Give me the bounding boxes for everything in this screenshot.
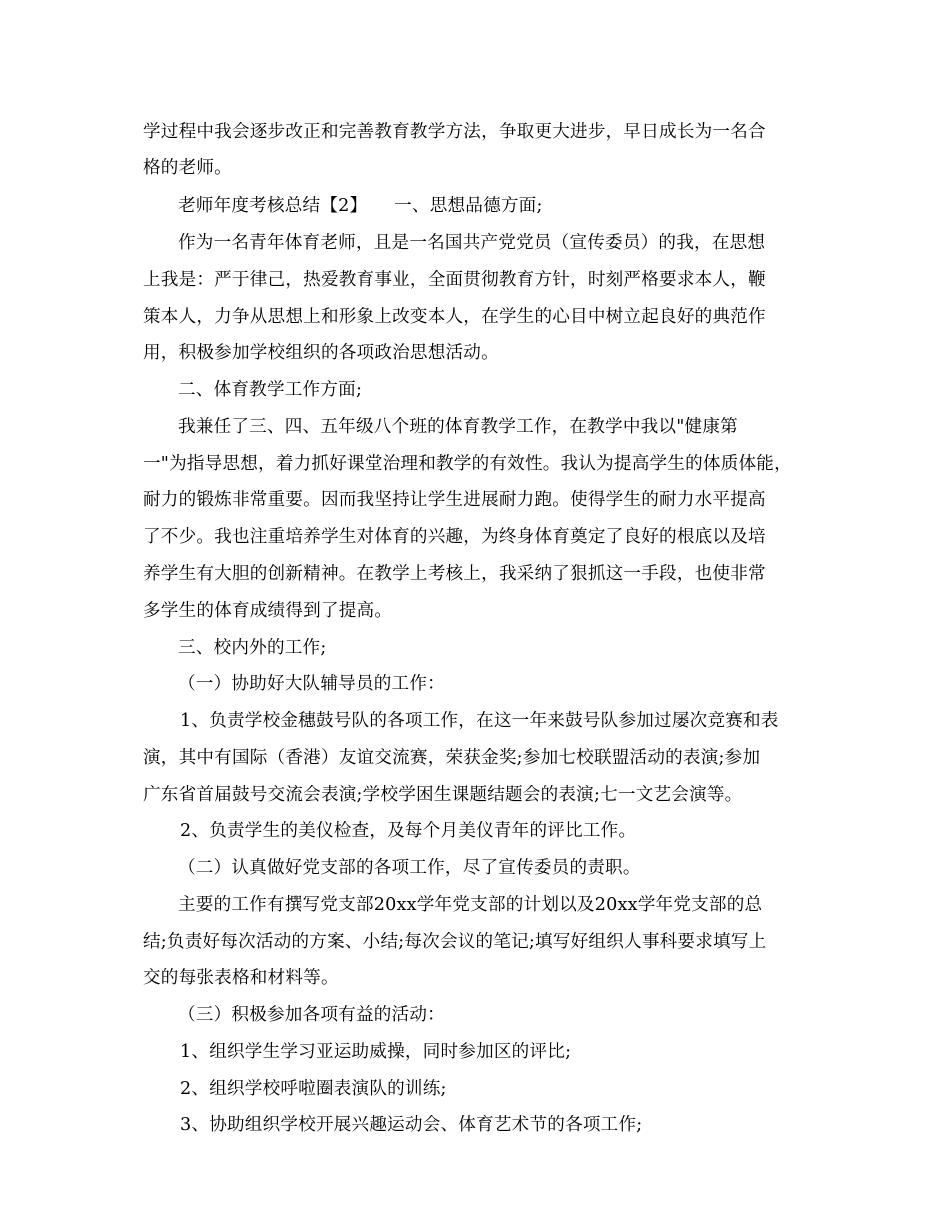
text-line: 主要的工作有撰写党支部20xx学年党支部的计划以及20xx学年党支部的总: [178, 895, 763, 915]
text-line: 耐力的锻炼非常重要。因而我坚持让学生进展耐力跑。使得学生的耐力水平提高: [143, 490, 766, 510]
text-line: 养学生有大胆的创新精神。在教学上考核上，我采纳了狠抓这一手段，也使非常: [143, 564, 766, 584]
list-item: 2、负责学生的美仪检查，及每个月美仪青年的评比工作。: [180, 821, 637, 841]
section-heading: 二、体育教学工作方面;: [178, 380, 363, 400]
text-line: 广东省首届鼓号交流会表演;学校学困生课题结题会的表演;七一文艺会演等。: [143, 785, 743, 805]
text-line: 学过程中我会逐步改正和完善教育教学方法，争取更大进步，早日成长为一名合: [143, 122, 766, 142]
list-item: 1、负责学校金穗鼓号队的各项工作，在这一年来鼓号队参加过屡次竞赛和表: [180, 711, 779, 731]
subsection-heading: （一）协助好大队辅导员的工作：: [178, 674, 445, 694]
section-heading: 老师年度考核总结【2】 一、思想品德方面;: [178, 196, 543, 216]
text-line: 上我是：严于律己，热爱教育事业，全面贯彻教育方针，时刻严格要求本人，鞭: [143, 270, 766, 290]
text-line: 演，其中有国际（香港）友谊交流赛，荣获金奖;参加七校联盟活动的表演;参加: [143, 748, 761, 768]
text-line: 格的老师。: [143, 158, 232, 178]
list-item: 2、组织学校呼啦圈表演队的训练;: [180, 1079, 447, 1099]
text-line: 多学生的体育成绩得到了提高。: [143, 601, 393, 621]
subsection-heading: （二）认真做好党支部的各项工作，尽了宣传委员的责职。: [178, 858, 641, 878]
text-line: 了不少。我也注重培养学生对体育的兴趣，为终身体育奠定了良好的根底以及培: [143, 527, 766, 547]
text-line: 用，积极参加学校组织的各项政治思想活动。: [143, 343, 499, 363]
text-line: 结;负责好每次活动的方案、小结;每次会议的笔记;填写好组织人事科要求填写上: [143, 932, 767, 952]
text-line: 我兼任了三、四、五年级八个班的体育教学工作，在教学中我以"健康第: [178, 417, 738, 437]
text-line: 策本人，力争从思想上和形象上改变本人，在学生的心目中树立起良好的典范作: [143, 307, 766, 327]
list-item: 1、组织学生学习亚运助威操，同时参加区的评比;: [180, 1042, 572, 1062]
text-line: 一"为指导思想，着力抓好课堂治理和教学的有效性。我认为提高学生的体质体能，: [143, 454, 792, 474]
text-line: 作为一名青年体育老师，且是一名国共产党党员（宣传委员）的我，在思想: [178, 233, 766, 253]
list-item: 3、协助组织学校开展兴趣运动会、体育艺术节的各项工作;: [180, 1115, 643, 1135]
subsection-heading: （三）积极参加各项有益的活动：: [178, 1005, 445, 1025]
section-heading: 三、校内外的工作;: [178, 638, 327, 658]
text-line: 交的每张表格和材料等。: [143, 968, 339, 988]
